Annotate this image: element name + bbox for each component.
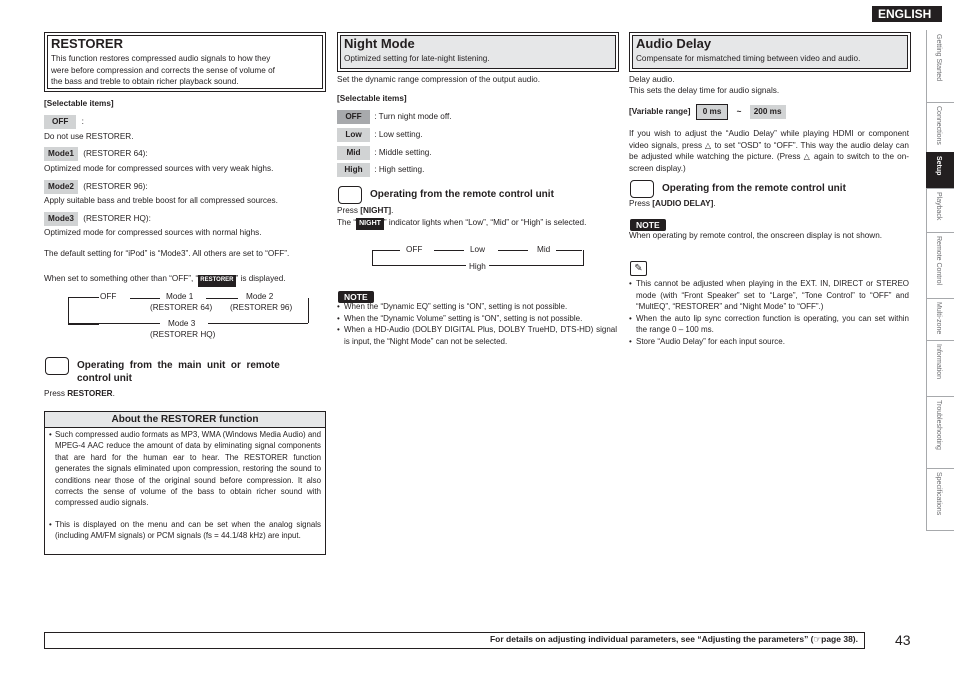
flow-loop-top xyxy=(556,250,582,251)
night-item-low: Low : Low setting. xyxy=(337,128,423,142)
restorer-item-mode2: Mode2 (RESTORER 96): xyxy=(44,180,148,194)
restorer-display-text: When set to something other than “OFF”, “ RESTORER ” is displayed. xyxy=(44,273,286,287)
flow-return-line xyxy=(68,297,99,325)
option-chip: Low xyxy=(337,128,370,142)
night-item-off: OFF : Turn night mode off. xyxy=(337,110,452,124)
memo-icon: ✎ xyxy=(630,261,647,276)
night-intro: Set the dynamic range compression of the output audio. xyxy=(337,75,540,84)
audio-delay-memo-list xyxy=(629,278,909,347)
sidebar-tab-specifications[interactable]: Specifications xyxy=(926,468,954,531)
night-title: Night Mode xyxy=(344,36,415,51)
about-restorer-title: About the RESTORER function xyxy=(45,412,325,428)
audio-delay-press-text: Press [AUDIO DELAY]. xyxy=(629,199,716,208)
night-press-text: Press [NIGHT]. xyxy=(337,206,394,215)
restorer-desc: This function restores compressed audio signals to how they were before compression and corrects the sense of volume of the bass and treble to obtain richer playback sound. xyxy=(51,54,275,86)
night-item-high: High : High setting. xyxy=(337,163,424,177)
reference-icon: ☞ xyxy=(813,634,822,644)
sidebar-tab-troubleshooting[interactable]: Troubleshooting xyxy=(926,396,954,469)
night-item-mid: Mid : Middle setting. xyxy=(337,146,432,160)
night-operating-heading: Operating from the remote control unit xyxy=(370,189,554,200)
audio-delay-hdmi-text: If you wish to adjust the “Audio Delay” while playing HDMI or component video signals, press △ to set “OSD” to “OFF”. This way the audio delay can be adjusted while watching the picture. (Press △ again to switch to the on-screen display.) xyxy=(629,129,909,173)
audio-delay-range: [Variable range] 0 ms ~ 200 ms xyxy=(629,104,786,120)
about-restorer-bullet-2: • This is displayed on the menu and can be set when the analog signals (including AM/FM signals) or PCM signals (fs = 44.1/48 kHz) are input. xyxy=(49,520,321,541)
restorer-item-mode1-desc: Optimized mode for compressed sources with very weak highs. xyxy=(44,164,274,173)
option-chip: Mid xyxy=(337,146,370,160)
language-label: ENGLISH xyxy=(878,7,932,21)
footer-text: For details on adjusting individual parameters, see “Adjusting the parameters” (☞page 38). xyxy=(489,634,858,644)
flow-mode3: Mode 3 xyxy=(168,319,196,328)
night-desc: Optimized setting for late-night listening. xyxy=(344,54,490,63)
restorer-indicator-icon: RESTORER xyxy=(198,275,235,287)
range-max-chip: 200 ms xyxy=(750,105,786,119)
memo-item-3: • Store “Audio Delay” for each input source. xyxy=(629,336,785,346)
night-note-1: • When the “Dynamic EQ” setting is “ON”, setting is not possible. xyxy=(337,302,568,311)
restorer-item-mode3: Mode3 (RESTORER HQ): xyxy=(44,212,151,226)
about-restorer-bullet-1: • Such compressed audio formats as MP3, WMA (Windows Media Audio) and MPEG-4 AAC reduce the amount of data by eliminating signal components that are hard for the human ear to hear. The RESTORER function generates the signals eliminated upon compression, restoring the sound to conditions near those of the original sound before compression. It also corrects the sense of volume of the bass to obtain richer sound with compressed audio signals. xyxy=(49,430,321,508)
option-chip: High xyxy=(337,163,370,177)
night-selectable-heading: [Selectable items] xyxy=(337,94,407,103)
option-chip: Mode1 xyxy=(44,147,78,161)
restorer-item-mode1: Mode1 (RESTORER 64): xyxy=(44,147,148,161)
flow-low: Low xyxy=(470,245,486,254)
night-note-label: NOTE xyxy=(338,287,374,305)
flow-mode2: Mode 2 xyxy=(246,292,274,301)
restorer-item-mode2-desc: Apply suitable bass and treble boost for all compressed sources. xyxy=(44,196,278,205)
night-header xyxy=(337,32,619,72)
flow-arrow xyxy=(206,298,238,299)
night-note-3: • When a HD-Audio (DOLBY DIGITAL Plus, DOLBY TrueHD, DTS-HD) signal is input, the “Night Mode” can not be selected. xyxy=(337,325,617,346)
audio-delay-intro-1: Delay audio. xyxy=(629,75,675,84)
restorer-press-text: Press RESTORER. xyxy=(44,389,115,398)
sidebar-tab-setup[interactable]: Setup xyxy=(926,152,954,189)
sidebar-tab-multi-zone[interactable]: Multi-zone xyxy=(926,298,954,341)
page-number: 43 xyxy=(895,632,911,648)
flow-mode3-sub: (RESTORER HQ) xyxy=(150,330,216,339)
night-indicator-icon: NIGHT xyxy=(356,218,384,230)
flow-loop-top xyxy=(372,250,400,251)
sidebar-tab-connections[interactable]: Connections xyxy=(926,102,954,153)
option-chip: Mode2 xyxy=(44,180,78,194)
restorer-operating-heading: Operating from the main unit or remote control unit xyxy=(77,360,280,384)
audio-delay-header xyxy=(629,32,911,72)
flow-mode2-sub: (RESTORER 96) xyxy=(230,303,293,312)
flow-arrow xyxy=(208,323,308,324)
flow-off: OFF xyxy=(100,292,117,301)
remote-icon xyxy=(45,357,69,375)
option-chip: Mode3 xyxy=(44,212,78,226)
night-flow xyxy=(370,243,585,275)
option-chip: OFF xyxy=(44,115,76,129)
remote-icon xyxy=(630,180,654,198)
option-chip: OFF xyxy=(337,110,370,124)
flow-mid: Mid xyxy=(537,245,551,254)
night-notes xyxy=(337,301,617,347)
sidebar-tab-playback[interactable]: Playback xyxy=(926,188,954,233)
audio-delay-desc: Compensate for mismatched timing between video and audio. xyxy=(636,54,861,63)
audio-delay-note-text: When operating by remote control, the onscreen display is not shown. xyxy=(629,231,883,240)
restorer-item-off-desc: Do not use RESTORER. xyxy=(44,132,134,141)
restorer-title: RESTORER xyxy=(51,36,123,51)
audio-delay-title: Audio Delay xyxy=(636,36,712,51)
audio-delay-intro-2: This sets the delay time for audio signals. xyxy=(629,86,780,95)
flow-off: OFF xyxy=(406,245,423,254)
about-restorer-box xyxy=(44,411,326,555)
audio-delay-note-label: NOTE xyxy=(630,215,666,233)
flow-high: High xyxy=(466,261,489,273)
audio-delay-operating-heading: Operating from the remote control unit xyxy=(662,183,846,194)
memo-item-2: • When the auto lip sync correction function is operating, you can set within the range 0 – 100 ms. xyxy=(629,313,909,334)
night-note-2: • When the “Dynamic Volume” setting is “ON”, setting is not possible. xyxy=(337,313,583,323)
flow-mode1: Mode 1 xyxy=(166,292,194,301)
flow-arrow xyxy=(130,298,160,299)
sidebar-tab-information[interactable]: Information xyxy=(926,340,954,397)
restorer-item-mode3-desc: Optimized mode for compressed sources with normal highs. xyxy=(44,228,262,237)
flow-arrow xyxy=(68,323,160,324)
restorer-default-text: The default setting for “iPod” is “Mode3”. All others are set to “OFF”. xyxy=(44,249,290,258)
remote-icon xyxy=(338,186,362,204)
restorer-item-off: OFF : xyxy=(44,115,84,129)
flow-right-line xyxy=(308,298,309,323)
sidebar-tab-remote-control[interactable]: Remote Control xyxy=(926,232,954,299)
night-indicator-text: The “ NIGHT ” indicator lights when “Low”, “Mid” or “High” is selected. xyxy=(337,217,617,230)
restorer-selectable-heading: [Selectable items] xyxy=(44,99,114,108)
memo-item-1: • This cannot be adjusted when playing in the EXT. IN, DIRECT or STEREO mode (with “Front Speaker” set to “Large”, “Tone Control” to “OFF” and “MultEQ”, “RESTORER” and “Night Mode” to “OFF”.) xyxy=(629,279,909,311)
sidebar-tab-getting-started[interactable]: Getting Started xyxy=(926,30,954,103)
flow-mode1-sub: (RESTORER 64) xyxy=(150,303,213,312)
restorer-header xyxy=(44,32,326,92)
range-min-chip: 0 ms xyxy=(696,104,729,120)
restorer-flow xyxy=(60,288,310,346)
